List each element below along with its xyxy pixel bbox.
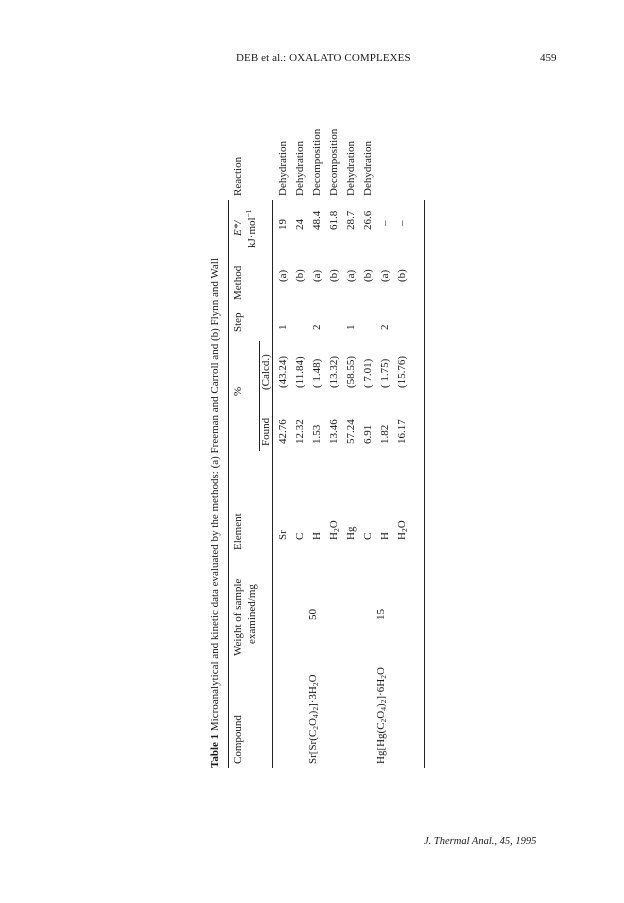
header-energy-unit: kJ·mol (246, 217, 258, 248)
row-step: 1 (345, 324, 357, 330)
row-calcd: (13.32) (328, 355, 340, 388)
row-method: (b) (396, 269, 408, 282)
row-energy: 61.8 (328, 210, 340, 230)
row-energy: 24 (294, 219, 306, 230)
header-method: Method (232, 265, 244, 300)
table-caption-label: Table 1 (209, 733, 221, 768)
header-energy-unit-exponent: −1 (244, 209, 253, 218)
row-reaction: Dehydration (277, 141, 289, 196)
row-found: 6.91 (362, 424, 374, 444)
row-found: 13.46 (328, 419, 340, 444)
journal-footer: J. Thermal Anal., 45, 1995 (424, 836, 537, 847)
row-step: 2 (311, 324, 323, 330)
table-caption (209, 258, 221, 768)
row-element: C (362, 532, 374, 540)
row-found: 1.53 (311, 424, 323, 444)
row-step: 1 (277, 324, 289, 330)
header-reaction: Reaction (232, 156, 244, 196)
header-step: Step (232, 312, 244, 332)
header-element: Element (232, 513, 244, 550)
row-found: 12.32 (294, 419, 306, 444)
header-weight-line2: examined/mg (246, 584, 258, 644)
row-energy: – (379, 220, 391, 226)
row-element: Sr (277, 530, 289, 540)
row-energy: 28.7 (345, 210, 357, 230)
header-energy-line1: E*/ (232, 220, 244, 236)
row-element: H (311, 532, 323, 540)
table-top-rule (228, 200, 229, 768)
row-found: 16.17 (396, 419, 408, 444)
header-rule (272, 200, 273, 768)
row-calcd: ( 1.48) (311, 358, 323, 388)
table-caption-text: Microanalytical and kinetic data evaluated by the methods: (a) Freeman and Carroll and (b) Flynn and Wall (209, 258, 221, 732)
row-calcd: ( 7.01) (362, 358, 374, 388)
header-calcd: (Calcd.) (260, 354, 272, 390)
compound-name-hg: $Hg[Hg(C_2O_4)_2]\cdot 6H_2O$ (375, 667, 388, 764)
row-energy: – (396, 220, 408, 226)
table-1 (205, 88, 427, 768)
row-energy: 19 (277, 219, 289, 230)
row-reaction: Dehydration (362, 141, 374, 196)
row-energy: 48.4 (311, 210, 323, 230)
row-reaction: Dehydration (294, 141, 306, 196)
compound-weight-hg: 15 (375, 609, 387, 620)
row-calcd: ( 1.75) (379, 358, 391, 388)
row-method: (a) (277, 269, 289, 282)
header-found: Found (260, 417, 272, 446)
row-reaction: Dehydration (345, 141, 357, 196)
compound-weight-sr: 50 (307, 609, 319, 620)
row-energy: 26.6 (362, 210, 374, 230)
page-number: 459 (540, 52, 557, 64)
row-reaction: Decomposition (311, 128, 323, 196)
row-calcd: (15.76) (396, 355, 408, 388)
row-calcd: (58.55) (345, 355, 357, 388)
row-element: C (294, 532, 306, 540)
header-energy-line2 (246, 209, 258, 248)
table-bottom-rule (424, 200, 425, 768)
row-method: (a) (311, 269, 323, 282)
compound-name-sr: $Sr[Sr(C_2O_4)_2]\cdot 3H_2O$ (307, 674, 320, 764)
row-step: 2 (379, 324, 391, 330)
row-found: 1.82 (379, 424, 391, 444)
row-element: $H_2O$ (396, 520, 409, 540)
row-method: (b) (328, 269, 340, 282)
row-reaction: Decomposition (328, 128, 340, 196)
row-element: $H_2O$ (328, 520, 341, 540)
row-element: Hg (345, 526, 357, 540)
row-calcd: (11.84) (294, 356, 306, 388)
row-found: 57.24 (345, 419, 357, 444)
row-found: 42.76 (277, 419, 289, 444)
running-head: DEB et al.: OXALATO COMPLEXES (236, 52, 411, 64)
row-method: (a) (379, 269, 391, 282)
header-compound: Compound (232, 715, 244, 764)
row-calcd: (43.24) (277, 355, 289, 388)
header-percent: % (232, 386, 244, 396)
row-method: (b) (294, 269, 306, 282)
row-element: H (379, 532, 391, 540)
header-weight-line1: Weight of sample (232, 578, 244, 656)
row-method: (b) (362, 269, 374, 282)
row-method: (a) (345, 269, 357, 282)
